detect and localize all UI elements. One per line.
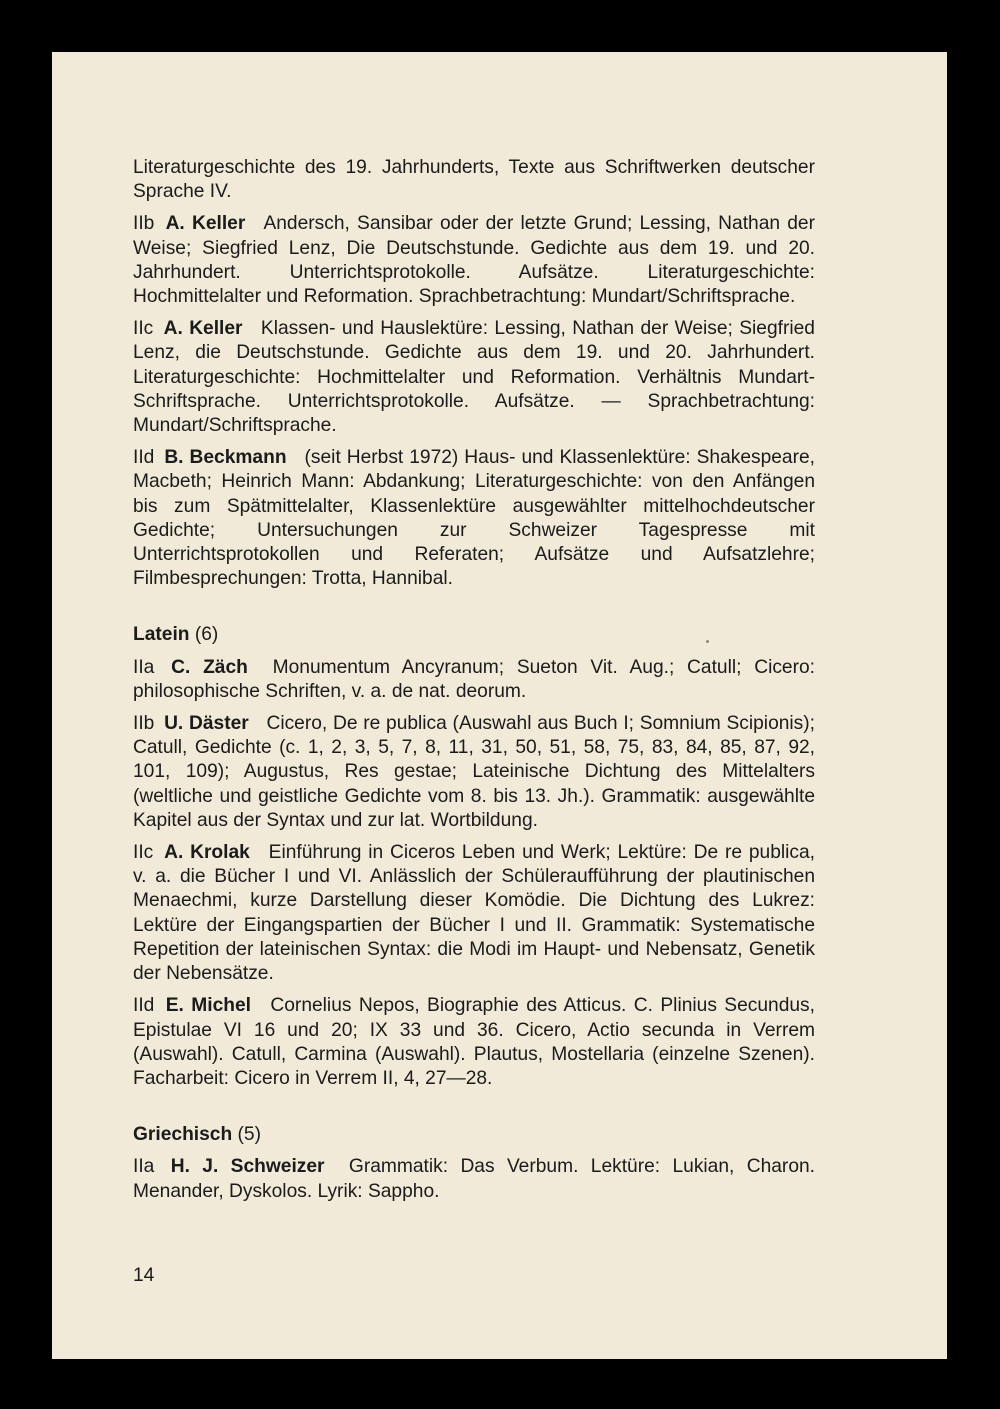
section-heading [133,1123,815,1147]
teacher-name: B. Beckmann [164,447,287,469]
course-entry [133,656,815,704]
teacher-name: A. Keller [165,213,246,235]
course-description: Einführung in Ciceros Leben und Werk; Lektüre: De re publica, v. a. die Bücher I und VI. Anlässlich der Schüleraufführung der plautinischen Menaechmi, kurze Darstellung dieser Komödie. Die Dichtung des Lukrez: Lektüre der Eingangspartien der Bücher I und II. Grammatik: Systematische Repetition der lateinischen Syntax: die Modi im Haupt- und Nebensatz, Genetik der Nebensätze. [133,842,815,985]
section-title: Latein [133,624,190,646]
class-code: IIc [133,318,154,340]
course-description: Grammatik: Das Verbum. Lektüre: Lukian, Charon. Menander, Dyskolos. Lyrik: Sappho. [133,1156,815,1202]
paper-speck [706,640,709,643]
course-entry [133,212,815,309]
class-code: IIb [133,213,155,235]
document-page [52,52,947,1359]
intro-paragraph: Literaturgeschichte des 19. Jahrhunderts, Texte aus Schriftwerken deutscher Sprache IV. [133,157,815,203]
class-code: IIa [133,1156,155,1178]
teacher-name: C. Zäch [171,656,248,678]
page-number: 14 [133,1265,155,1286]
course-entry [133,446,815,591]
section-hours: (5) [237,1124,261,1146]
teacher-name: U. Däster [164,713,249,735]
class-code: IIa [133,656,155,678]
course-entry [133,1155,815,1203]
section-heading [133,623,815,647]
page-content [133,156,815,1212]
class-code: IId [133,995,155,1017]
class-code: IIb [133,713,155,735]
deutsch-entries [133,212,815,591]
course-description: Monumentum Ancyranum; Sueton Vit. Aug.; Catull; Cicero: philosophische Schriften, v. a. de nat. deorum. [133,656,815,702]
course-entry [133,712,815,833]
class-code: IIc [133,842,154,864]
class-code: IId [133,447,155,469]
course-description: (seit Herbst 1972) Haus- und Klassenlektüre: Shakespeare, Macbeth; Heinrich Mann: Abdankung; Literaturgeschichte: von den Anfängen bis zum Spätmittelalter, Klassenlektüre ausgewählter mittelhochdeutscher Gedichte; Untersuchungen zur Schweizer Tagespresse mit Unterrichtsprotokollen und Referaten; Aufsätze und Aufsatzlehre; Filmbesprechungen: Trotta, Hannibal. [133,447,816,590]
teacher-name: A. Keller [163,318,243,340]
latein-section [133,623,815,1091]
section-title: Griechisch [133,1124,233,1146]
course-entry [133,994,815,1091]
teacher-name: A. Krolak [164,842,250,864]
course-description: Cicero, De re publica (Auswahl aus Buch I; Somnium Scipionis); Catull, Gedichte (c. 1, 2, 3, 5, 7, 8, 11, 31, 50, 51, 58, 75, 83, 84, 85, 87, 92, 101, 109); Augustus, Res gestae; Lateinische Dichtung des Mittelalters (weltliche und geistliche Gedichte vom 8. bis 13. Jh.). Grammatik: ausgewählte Kapitel aus der Syntax und zur lat. Wortbildung. [133,713,815,831]
course-description: Klassen- und Hauslektüre: Lessing, Nathan der Weise; Siegfried Lenz, die Deutschstunde. Gedichte aus dem 19. und 20. Jahrhundert. Literaturgeschichte: Hochmittelalter und Reformation. Verhältnis Mundart-Schriftsprache. Unterrichtsprotokolle. Aufsätze. — Sprachbetrachtung: Mundart/Schriftsprache. [133,318,815,437]
course-entry [133,317,815,438]
teacher-name: E. Michel [165,995,251,1017]
course-description: Andersch, Sansibar oder der letzte Grund; Lessing, Nathan der Weise; Siegfried Lenz, Die Deutschstunde. Gedichte aus dem 19. und 20. Jahrhundert. Unterrichtsprotokolle. Aufsätze. Literaturgeschichte: Hochmittelalter und Reformation. Sprachbetrachtung: Mundart/Schriftsprache. [133,213,815,308]
griechisch-section [133,1123,815,1204]
teacher-name: H. J. Schweizer [170,1156,325,1178]
section-hours: (6) [194,624,219,646]
course-description: Cornelius Nepos, Biographie des Atticus. C. Plinius Secundus, Epistulae VI 16 und 20; IX 33 und 36. Cicero, Actio secunda in Verrem (Auswahl). Catull, Carmina (Auswahl). Plautus, Mostellaria (einzelne Szenen). Facharbeit: Cicero in Verrem II, 4, 27—28. [133,995,815,1089]
course-entry [133,841,815,986]
